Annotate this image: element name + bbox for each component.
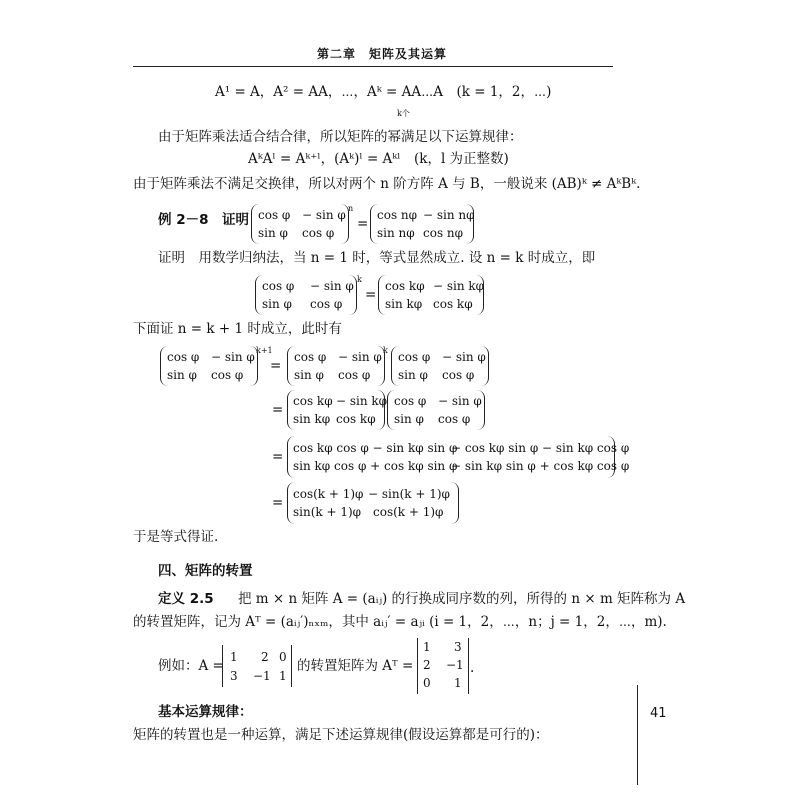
- cell: cos φ: [442, 368, 475, 382]
- exponent-k: k: [383, 346, 388, 355]
- matrix-product-expanded: [287, 436, 630, 478]
- cell: − sin φ: [438, 394, 482, 408]
- definition-label: 定义 2.5: [158, 591, 214, 607]
- cell: − cos kφ sin φ − sin kφ cos φ: [451, 441, 630, 455]
- cell: 1: [230, 650, 238, 664]
- section-title: 四、矩阵的转置: [158, 563, 253, 579]
- cell: sin kφ cos φ + cos kφ sin φ: [293, 459, 458, 473]
- equals-sign: =: [272, 402, 284, 418]
- cell: sin nφ: [377, 226, 415, 240]
- cell: cos kφ: [385, 279, 425, 293]
- cell: −1: [253, 669, 271, 683]
- cell: 2: [423, 658, 431, 672]
- cell: − sin φ: [338, 350, 382, 364]
- cell: −1: [446, 658, 464, 672]
- cell: 0: [423, 676, 431, 690]
- cell: cos φ: [398, 350, 431, 364]
- induction-step-text: 下面证 n = k + 1 时成立，此时有: [133, 321, 342, 337]
- exponent-k: k: [357, 275, 362, 284]
- header-rule: [133, 66, 613, 67]
- basic-rules-title: 基本运算规律：: [158, 704, 253, 720]
- cell: cos φ: [211, 368, 244, 382]
- exponent-k-plus-1: k+1: [256, 346, 273, 355]
- cell: cos kφ: [433, 297, 473, 311]
- cell: sin φ: [398, 368, 428, 382]
- equals-sign: =: [357, 216, 369, 232]
- cell: cos φ: [294, 350, 327, 364]
- exponent-n: n: [348, 204, 354, 213]
- cell: cos φ: [310, 297, 343, 311]
- equals-sign: =: [272, 449, 284, 465]
- cell: sin φ: [167, 368, 197, 382]
- matrix-rot-chain-a: [287, 346, 385, 386]
- power-rules: AᵏAˡ = Aᵏ⁺ˡ，(Aᵏ)ˡ = Aᵏˡ (k，l 为正整数): [248, 151, 509, 167]
- equals-sign: =: [270, 358, 282, 374]
- cell: 2: [261, 650, 269, 664]
- cell: 3: [230, 669, 238, 683]
- cell: sin φ: [294, 368, 324, 382]
- cell: sin φ: [262, 297, 292, 311]
- definition-line-1: 把 m × n 矩阵 A = (aᵢⱼ) 的行换成同序数的列，所得的 n × m 矩阵称为 A: [238, 591, 686, 607]
- definition-line-2: 的转置矩阵，记为 Aᵀ = (aᵢⱼ′)ₙₓₘ，其中 aᵢⱼ′ = aⱼᵢ (i = 1，2，⋯，n；j = 1，2，⋯，m).: [133, 614, 667, 630]
- cell: − sin kφ: [433, 279, 485, 293]
- cell: cos φ: [258, 208, 291, 222]
- cell: cos nφ: [423, 226, 464, 240]
- cell: − sin(k + 1)φ: [368, 487, 450, 501]
- cell: cos kφ cos φ − sin kφ sin φ: [293, 441, 458, 455]
- cell: − sin φ: [442, 350, 486, 364]
- cell: cos(k + 1)φ: [293, 487, 364, 501]
- matrix-A-example: [222, 645, 292, 687]
- chapter-header: 第二章 矩阵及其运算: [317, 47, 448, 61]
- matrix-rot-k-sq: [287, 390, 388, 430]
- matrix-rot-chain-b: [391, 346, 489, 386]
- matrix-AT-example: [417, 638, 469, 694]
- matrix-rot-k: [378, 275, 484, 315]
- period: .: [470, 660, 475, 676]
- cell: cos nφ: [377, 208, 418, 222]
- cell: cos φ: [394, 394, 427, 408]
- cell: − sin φ: [302, 208, 346, 222]
- cell: 0: [279, 650, 287, 664]
- cell: sin φ: [394, 412, 424, 426]
- matrix-rot-hyp-left: [255, 275, 357, 315]
- cell: − sin kφ sin φ + cos kφ cos φ: [451, 459, 630, 473]
- basic-rules-text: 矩阵的转置也是一种运算，满足下述运算规律(假设运算都是可行的)：: [133, 727, 549, 743]
- cell: cos φ: [262, 279, 295, 293]
- matrix-rot-left: [251, 204, 349, 244]
- page-number: 41: [650, 706, 667, 721]
- cell: sin φ: [258, 226, 288, 240]
- equals-sign: =: [272, 495, 284, 511]
- cell: cos φ: [338, 368, 371, 382]
- powers-definition: A¹ = A，A² = AA，⋯，Aᵏ = AA⋯A (k = 1，2，⋯): [215, 84, 552, 100]
- noncommutative-text: 由于矩阵乘法不满足交换律，所以对两个 n 阶方阵 A 与 B，一般说来 (AB)ᵏ ≠ AᵏBᵏ.: [133, 176, 641, 192]
- matrix-rot-k-plus-1: [287, 482, 459, 524]
- cell: − sin nφ: [423, 208, 475, 222]
- cell: − sin kφ: [336, 394, 388, 408]
- cell: 1: [279, 669, 287, 683]
- cell: cos(k + 1)φ: [373, 505, 444, 519]
- cell: sin kφ: [385, 297, 423, 311]
- matrix-rot-sq-b: [387, 390, 485, 430]
- margin-rule: [637, 685, 638, 785]
- associativity-text: 由于矩阵乘法适合结合律，所以矩阵的幂满足以下运算规律：: [158, 129, 523, 145]
- cell: cos kφ: [293, 394, 333, 408]
- cell: cos φ: [438, 412, 471, 426]
- cell: sin kφ: [293, 412, 331, 426]
- cell: cos kφ: [336, 412, 376, 426]
- cell: 3: [454, 640, 462, 654]
- cell: cos φ: [302, 226, 335, 240]
- cell: 1: [454, 676, 462, 690]
- example-prefix: 例如：A =: [158, 658, 224, 674]
- example-label: 例 2－8 证明: [158, 212, 249, 228]
- cell: sin(k + 1)φ: [293, 505, 362, 519]
- matrix-rot-chain-left: [160, 346, 258, 386]
- powers-brace-label: k个: [397, 109, 410, 118]
- cell: − sin φ: [310, 279, 354, 293]
- example-mid: 的转置矩阵为 Aᵀ =: [297, 658, 414, 674]
- equals-sign: =: [365, 287, 377, 303]
- conclusion-text: 于是等式得证.: [133, 529, 219, 545]
- cell: 1: [423, 640, 431, 654]
- proof-intro: 证明 用数学归纳法，当 n = 1 时，等式显然成立. 设 n = k 时成立，即: [158, 250, 596, 266]
- cell: cos φ: [167, 350, 200, 364]
- matrix-rot-n: [370, 204, 474, 244]
- cell: − sin φ: [211, 350, 255, 364]
